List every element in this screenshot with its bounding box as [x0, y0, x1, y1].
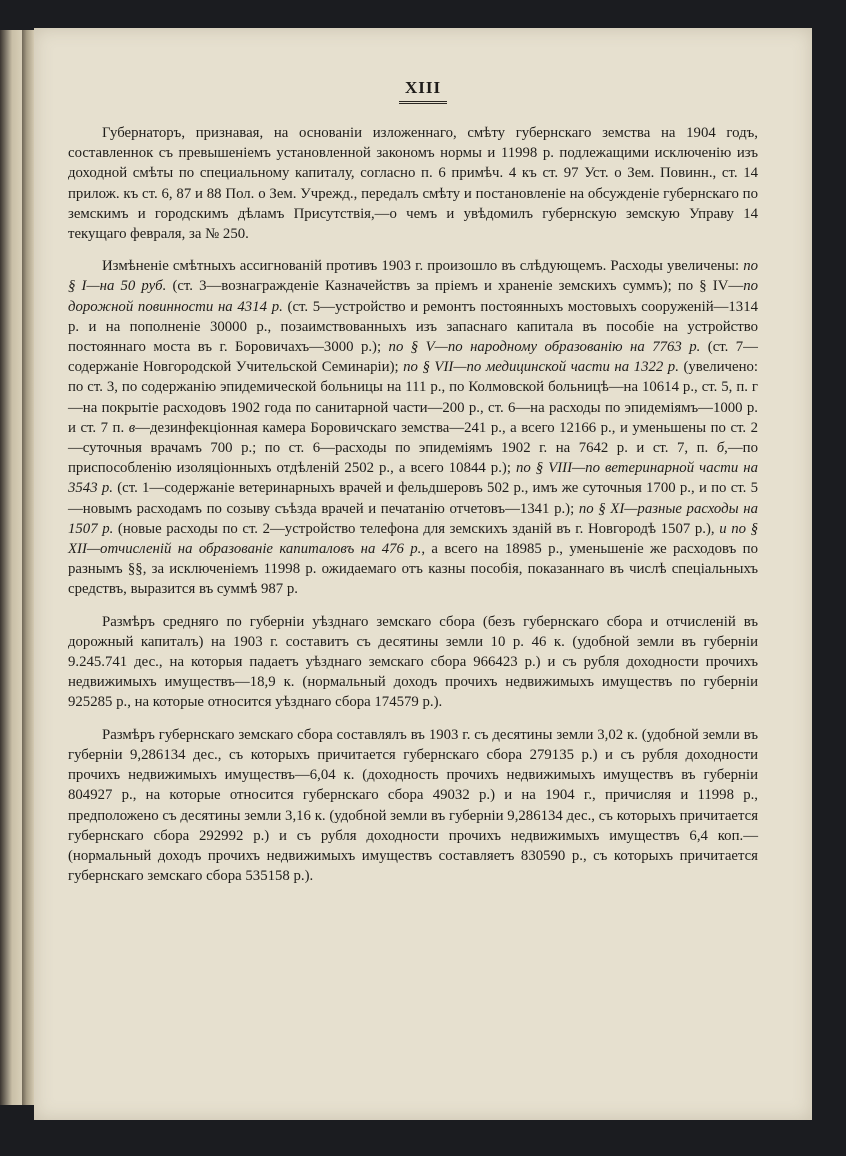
italic-span: по § VIII—по ветеринарной части на 3543 р.	[68, 460, 759, 497]
text-span: (новые расходы по ст. 2—устройство телефона для земскихъ зданій въ г. Новгородѣ 1507 р.),	[113, 520, 720, 537]
text-span: Губернаторъ, признавая, на основаніи изложеннаго, смѣту губернскаго земства на 1904 годъ, составленнок съ превышеніемъ установленной закономъ нормы и 11998 р. подлежащими исключенію изъ доходной смѣты по специальному капиталу, согласно п. 6 примѣч. 4 къ ст. 97 Уст. о Зем. Повинн., ст. 14 прилож. къ ст. 6, 87 и 88 Пол. о Зем. Учрежд., передалъ смѣту и постановленіе на обсужденіе губернскаго по земскимъ и городскимъ дѣламъ Присутствія,—о чемъ и увѣдомилъ губернскую земскую Управу 14 текущаго февраля, за № 250.	[68, 125, 758, 243]
facing-page-edge	[22, 30, 34, 1105]
italic-span: и по § XII—отчисленій на образованіе капиталовъ на 476 р.	[68, 520, 758, 558]
book-spine-shadow	[0, 30, 22, 1105]
page-number-label: XIII	[399, 78, 447, 104]
paragraph	[68, 725, 758, 887]
italic-span: б	[716, 440, 725, 457]
text-span: ,—по приспособленію изоляціонныхъ отдѣленій 2502 р., а всего 10844 р.);	[68, 440, 758, 477]
text-span: , а всего на 18985 р., уменьшеніе же расходовъ по разнымъ §§, за исключеніемъ 11998 р. ожидаемаго отъ казны пособія, показаннаго въ числѣ спеціальныхъ средствъ, выразится въ суммѣ 987 р.	[68, 541, 758, 598]
page-number	[34, 78, 812, 104]
text-span: Размѣръ губернскаго земскаго сбора составлялъ въ 1903 г. съ десятины земли 3,02 к. (удобной земли въ губерніи 9,286134 дес., съ которыхъ причитается губернскаго сбора 279135 р.) и съ рубля доходности прочихъ недвижимыхъ имуществъ—6,04 к. (доходность прочихъ недвижимыхъ имуществъ въ губерніи 804927 р., на которые относится губернскаго сбора 49032 р.) и на 1904 г., причисляя и 11998 р., предположено съ десятины земли 3,16 к. (удобной земли въ губерніи 9,286134 дес., съ которыхъ причитается губернскаго сбора 292992 р.) и съ рубля доходности прочихъ недвижимыхъ имуществъ 6,4 коп.—(нормальный доходъ прочихъ недвижимыхъ имуществъ составляетъ 830590 р., съ которыхъ причитается губернскаго земскаго сбора 535158 р.).	[68, 726, 758, 885]
italic-span: в	[128, 419, 136, 436]
text-span: (ст. 1—содержаніе ветеринарныхъ врачей и фельдшеровъ 502 р., имъ же суточныя 1700 р., и по ст. 5—новымъ расходамъ по созыву съѣзда врачей и печатанію отчетовъ—1341 р.);	[68, 480, 758, 517]
paragraph	[68, 612, 758, 713]
italic-span: по § XI—разные расходы на 1507 р.	[68, 500, 759, 537]
italic-span: по дорожной повинности на 4314 р.	[68, 278, 758, 315]
paragraph	[68, 256, 758, 599]
text-span: —дезинфекціонная камера Боровичскаго земства—241 р., а всего 12166 р., и уменьшены по ст. 2—суточныя врачамъ 700 р.; по ст. 6—расходы по эпидеміямъ 1902 г. на 7642 р. и ст. 7, п.	[68, 419, 758, 457]
paragraph	[68, 123, 758, 244]
text-span: (ст. 3—вознагражденіе Казначействъ за пріемъ и храненіе земскихъ суммъ); по § IV—	[166, 278, 744, 295]
italic-span: по § V—по народному образованію на 7763 р.	[388, 339, 701, 356]
text-span: (ст. 7—содержаніе Новгородской Учительской Семинаріи);	[68, 339, 758, 376]
text-span: (увеличено: по ст. 3, по содержанію эпидемической больницы на 111 р., по Колмовской больницѣ—на 10614 р., ст. 5, п. г—на покрытіе расходовъ 1902 года по санитарной части—200 р., ст. 6—на расходы по эпидеміямъ—1000 р. и ст. 7 п.	[68, 359, 758, 436]
text-span: (ст. 5—устройство и ремонтъ постоянныхъ мостовыхъ сооруженій—1314 р. и на пополненіе 30000 р., позаимствованныхъ изъ запаснаго капитала въ пособіе на устройство постояннаго моста въ г. Боровичахъ—3000 р.);	[68, 298, 758, 356]
text-span: Измѣненіе смѣтныхъ ассигнованій противъ 1903 г. произошло въ слѣдующемъ. Расходы увеличены:	[102, 258, 744, 275]
italic-span: по § I—на 50 руб.	[68, 258, 758, 295]
italic-span: по § VII—по медицинской части на 1322 р.	[403, 359, 679, 376]
body-text	[68, 123, 758, 886]
document-page	[34, 28, 812, 1120]
text-span: Размѣръ средняго по губерніи уѣзднаго земскаго сбора (безъ губернскаго сбора и отчисленій въ дорожный капиталъ) на 1903 г. составитъ съ десятины земли 10 р. 46 к. (удобной земли въ губерніи 9.245.741 дес., на которыя падаетъ уѣзднаго земскаго сбора 966423 р.) и съ рубля доходности прочихъ недвижимыхъ имуществъ—18,9 к. (нормальный доходъ прочихъ недвижимыхъ имуществъ по губерніи 925285 р., на которые относится уѣзднаго сбора 174579 р.).	[68, 613, 758, 711]
